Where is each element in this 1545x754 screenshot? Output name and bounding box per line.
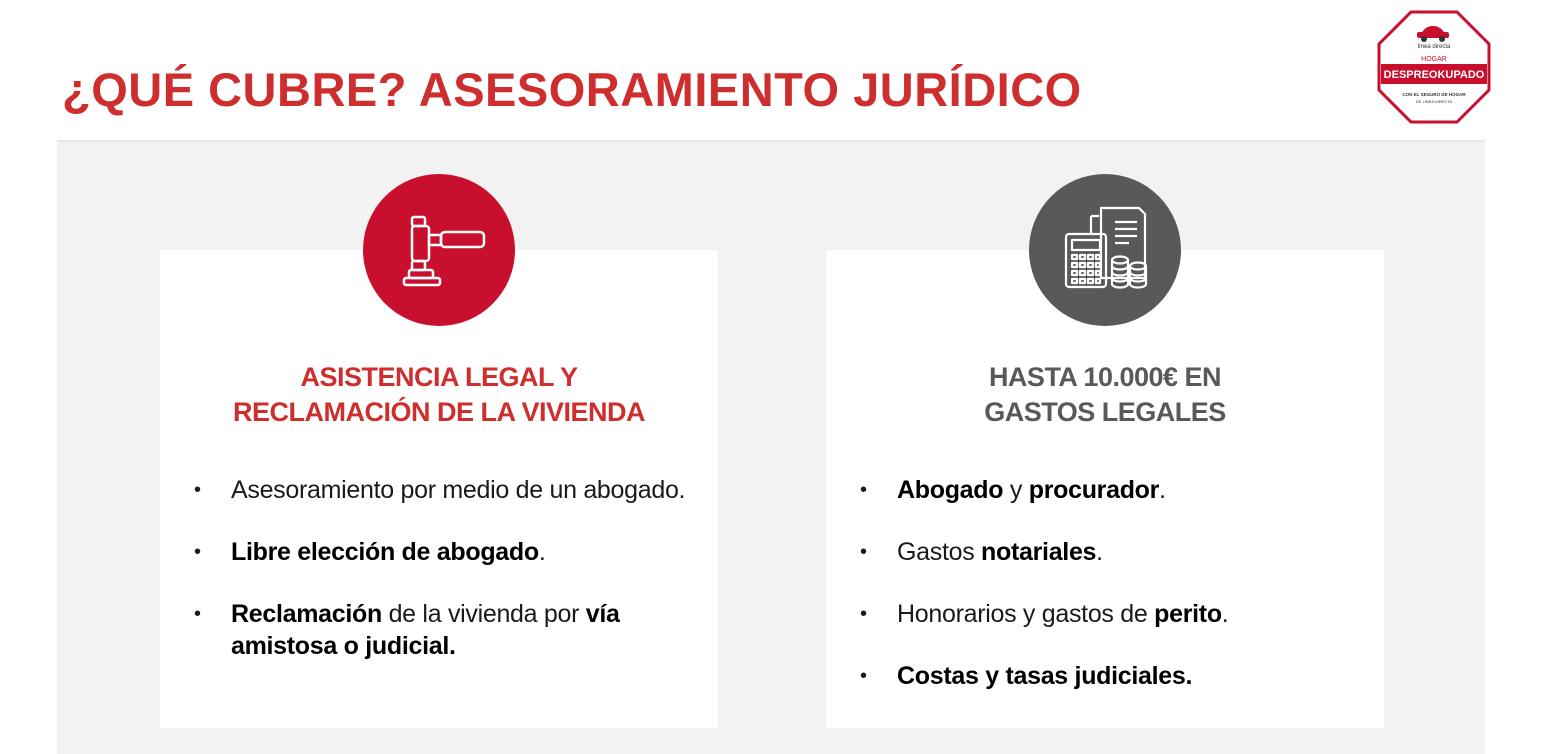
list-item: • Asesoramiento por medio de un abogado. — [194, 474, 714, 506]
list-item: • Costas y tasas judiciales. — [860, 660, 1380, 692]
list-item: • Honorarios y gastos de perito. — [860, 598, 1380, 630]
calculator-documents-icon — [1029, 174, 1181, 326]
card-title-line2: GASTOS LEGALES — [984, 397, 1226, 427]
card-title — [826, 360, 1384, 430]
card-title-line1: HASTA 10.000€ EN — [988, 362, 1222, 392]
despreokupado-badge-logo — [1377, 10, 1491, 124]
badge-brand: línea directa — [1417, 44, 1451, 50]
list-item: • Libre elección de abogado. — [194, 536, 714, 568]
content-panel — [57, 140, 1485, 754]
badge-line4: DE LÍNEA DIRECTA — [1415, 99, 1453, 104]
page-title: ¿QUÉ CUBRE? ASESORAMIENTO JURÍDICO — [62, 63, 1082, 116]
gavel-icon-circle — [363, 174, 515, 326]
bullet-list — [860, 474, 1380, 722]
list-item: • Abogado y procurador. — [860, 474, 1380, 506]
badge-line3: CON EL SEGURO DE HOGAR — [1402, 92, 1466, 97]
calculator-documents-icon-circle — [1029, 174, 1181, 326]
gavel-icon — [363, 174, 515, 326]
badge-line1: HOGAR — [1421, 56, 1447, 63]
card-title — [160, 360, 718, 430]
list-item: • Gastos notariales. — [860, 536, 1380, 568]
card-title-line1: ASISTENCIA LEGAL Y — [300, 362, 578, 392]
card-title-line2: RECLAMACIÓN DE LA VIVIENDA — [232, 397, 645, 427]
list-item: • Reclamación de la vivienda por vía amistosa o judicial. — [194, 598, 714, 662]
badge-line2: DESPREOKUPADO — [1383, 69, 1485, 81]
bullet-list — [194, 474, 714, 692]
